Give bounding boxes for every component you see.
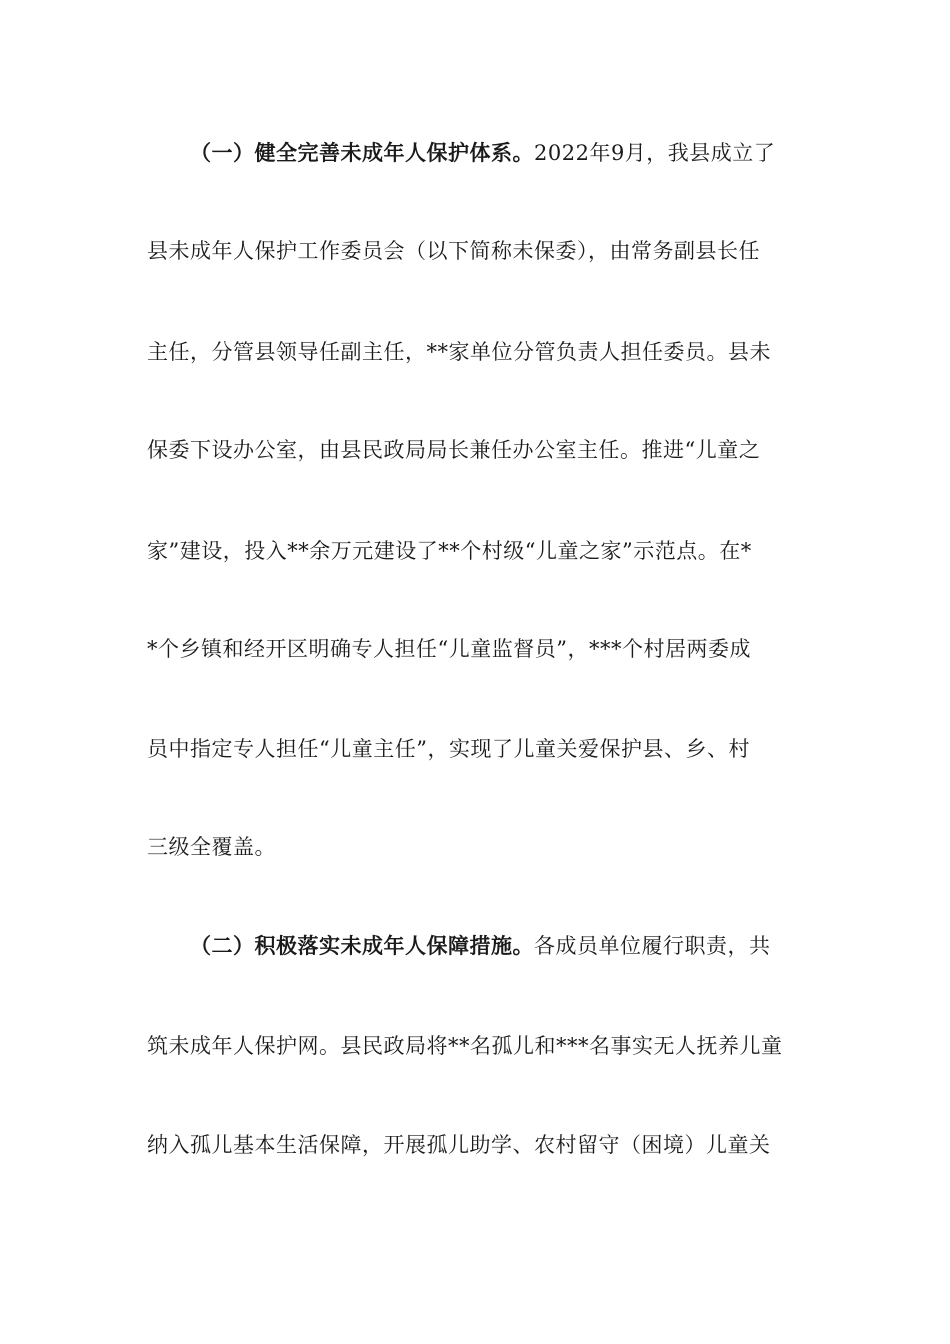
paragraph-line xyxy=(190,133,807,173)
paragraph-text: 各成员单位履行职责，共 xyxy=(534,934,771,958)
paragraph-line: 三级全覆盖。 xyxy=(147,835,276,859)
paragraph-line: 纳入孤儿基本生活保障，开展孤儿助学、农村留守（困境）儿童关 xyxy=(147,1133,771,1157)
paragraph-line: 家”建设，投入**余万元建设了**个村级“儿童之家”示范点。在* xyxy=(147,539,752,563)
paragraph-line xyxy=(190,926,807,966)
section-heading: （二）积极落实未成年人保障措施。 xyxy=(190,933,534,958)
paragraph-line: 主任，分管县领导任副主任，**家单位分管负责人担任委员。县未 xyxy=(147,340,771,364)
paragraph-line: 筑未成年人保护网。县民政局将**名孤儿和***名事实无人抚养儿童 xyxy=(147,1034,783,1058)
paragraph-line: 员中指定专人担任“儿童主任”，实现了儿童关爱保护县、乡、村 xyxy=(147,737,750,761)
section-heading: （一）健全完善未成年人保护体系。 xyxy=(190,140,534,165)
paragraph-line: *个乡镇和经开区明确专人担任“儿童监督员”，***个村居两委成 xyxy=(147,637,751,661)
paragraph-line: 县未成年人保护工作委员会（以下简称未保委），由常务副县长任 xyxy=(147,239,760,263)
paragraph-line: 保委下设办公室，由县民政局局长兼任办公室主任。推进“儿童之 xyxy=(147,438,761,462)
paragraph-text: 2022年9月，我县成立了 xyxy=(534,141,776,165)
